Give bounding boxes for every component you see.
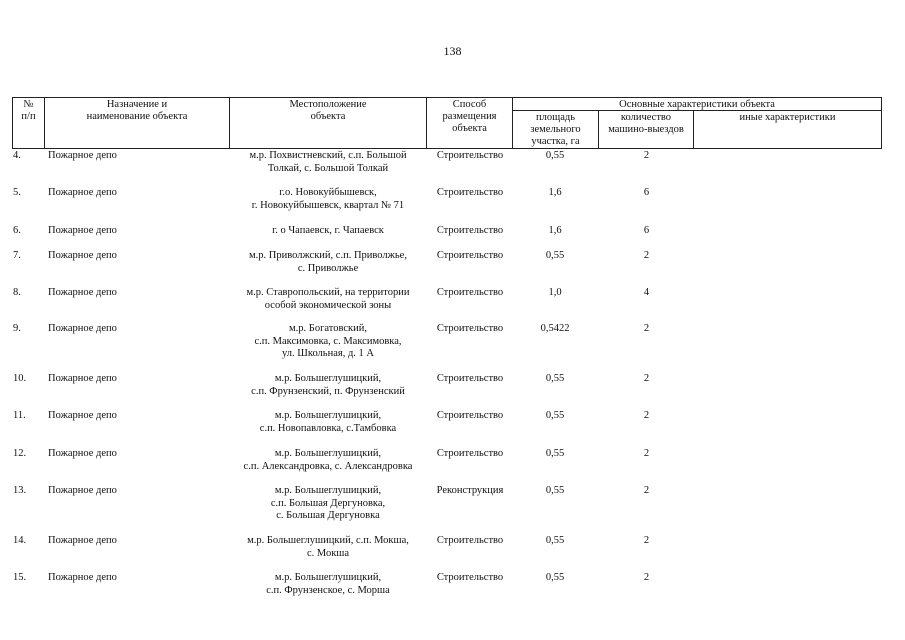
- row-number: 14.: [13, 535, 27, 546]
- placement-method: Реконструкция: [436, 485, 504, 496]
- land-area: 0,55: [545, 410, 565, 421]
- row-number: 5.: [13, 187, 21, 198]
- placement-method: Строительство: [436, 410, 504, 421]
- placement-method: Строительство: [436, 287, 504, 298]
- header-area: площадь земельного участка, га: [530, 112, 581, 147]
- land-area: 0,55: [545, 485, 565, 496]
- row-number: 12.: [13, 448, 27, 459]
- land-area: 0,55: [545, 150, 565, 161]
- location: м.р. Приволжский, с.п. Приволжье, с. Приволжье: [249, 250, 407, 274]
- row-number: 10.: [13, 373, 27, 384]
- placement-method: Строительство: [436, 572, 504, 583]
- land-area: 0,55: [545, 373, 565, 384]
- page-number: 138: [443, 44, 462, 58]
- location: м.р. Богатовский, с.п. Максимовка, с. Максимовка, ул. Школьная, д. 1 А: [254, 323, 402, 359]
- vehicle-departures: 2: [643, 323, 650, 334]
- land-area: 0,55: [545, 535, 565, 546]
- vehicle-departures: 2: [643, 485, 650, 496]
- land-area: 1,6: [548, 225, 562, 236]
- header-name: Назначение и наименование объекта: [86, 99, 188, 122]
- header-num: № п/п: [21, 99, 36, 122]
- land-area: 0,55: [545, 250, 565, 261]
- object-name: Пожарное депо: [48, 287, 117, 298]
- vehicle-departures: 4: [643, 287, 650, 298]
- land-area: 0,55: [545, 572, 565, 583]
- location: м.р. Похвистневский, с.п. Большой Толкай, с. Большой Толкай: [249, 150, 407, 174]
- vehicle-departures: 2: [643, 535, 650, 546]
- row-number: 8.: [13, 287, 21, 298]
- location: м.р. Большеглушицкий, с.п. Александровка, с. Александровка: [243, 448, 413, 472]
- row-number: 9.: [13, 323, 21, 334]
- placement-method: Строительство: [436, 225, 504, 236]
- placement-method: Строительство: [436, 323, 504, 334]
- object-name: Пожарное депо: [48, 572, 117, 583]
- placement-method: Строительство: [436, 535, 504, 546]
- location: г.о. Новокуйбышевск, г. Новокуйбышевск, квартал № 71: [251, 187, 405, 211]
- object-name: Пожарное депо: [48, 323, 117, 334]
- object-name: Пожарное депо: [48, 448, 117, 459]
- header-method: Способ размещения объекта: [442, 99, 497, 134]
- location: м.р. Большеглушицкий, с.п. Фрунзенский, п. Фрунзенский: [251, 373, 405, 397]
- vehicle-departures: 2: [643, 410, 650, 421]
- vehicle-departures: 2: [643, 373, 650, 384]
- placement-method: Строительство: [436, 150, 504, 161]
- location: м.р. Большеглушицкий, с.п. Мокша, с. Мокша: [247, 535, 409, 559]
- row-number: 13.: [13, 485, 27, 496]
- row-number: 11.: [13, 410, 26, 421]
- object-name: Пожарное депо: [48, 250, 117, 261]
- placement-method: Строительство: [436, 187, 504, 198]
- object-name: Пожарное депо: [48, 535, 117, 546]
- row-number: 7.: [13, 250, 21, 261]
- placement-method: Строительство: [436, 250, 504, 261]
- land-area: 0,5422: [540, 323, 570, 334]
- row-number: 6.: [13, 225, 21, 236]
- placement-method: Строительство: [436, 373, 504, 384]
- object-name: Пожарное депо: [48, 485, 117, 496]
- object-name: Пожарное депо: [48, 150, 117, 161]
- placement-method: Строительство: [436, 448, 504, 459]
- location: г. о Чапаевск, г. Чапаевск: [272, 225, 384, 236]
- header-quantity: количество машино-выездов: [608, 112, 684, 135]
- object-name: Пожарное депо: [48, 373, 117, 384]
- location: м.р. Ставропольский, на территории особой экономической зоны: [246, 287, 410, 311]
- header-main-characteristics: Основные характеристики объекта: [619, 99, 775, 110]
- location: м.р. Большеглушицкий, с.п. Новопавловка, с.Тамбовка: [259, 410, 397, 434]
- object-name: Пожарное депо: [48, 187, 117, 198]
- header-other: иные характеристики: [739, 112, 836, 123]
- row-number: 4.: [13, 150, 21, 161]
- vehicle-departures: 2: [643, 250, 650, 261]
- object-name: Пожарное депо: [48, 410, 117, 421]
- object-name: Пожарное депо: [48, 225, 117, 236]
- vehicle-departures: 6: [643, 187, 650, 198]
- land-area: 1,6: [548, 187, 562, 198]
- vehicle-departures: 2: [643, 448, 650, 459]
- location: м.р. Большеглушицкий, с.п. Фрунзенское, с. Морша: [266, 572, 390, 596]
- vehicle-departures: 2: [643, 572, 650, 583]
- vehicle-departures: 6: [643, 225, 650, 236]
- row-number: 15.: [13, 572, 27, 583]
- land-area: 1,0: [548, 287, 562, 298]
- vehicle-departures: 2: [643, 150, 650, 161]
- land-area: 0,55: [545, 448, 565, 459]
- header-location: Местоположение объекта: [289, 99, 367, 122]
- location: м.р. Большеглушицкий, с.п. Большая Дергуновка, с. Большая Дергуновка: [270, 485, 386, 521]
